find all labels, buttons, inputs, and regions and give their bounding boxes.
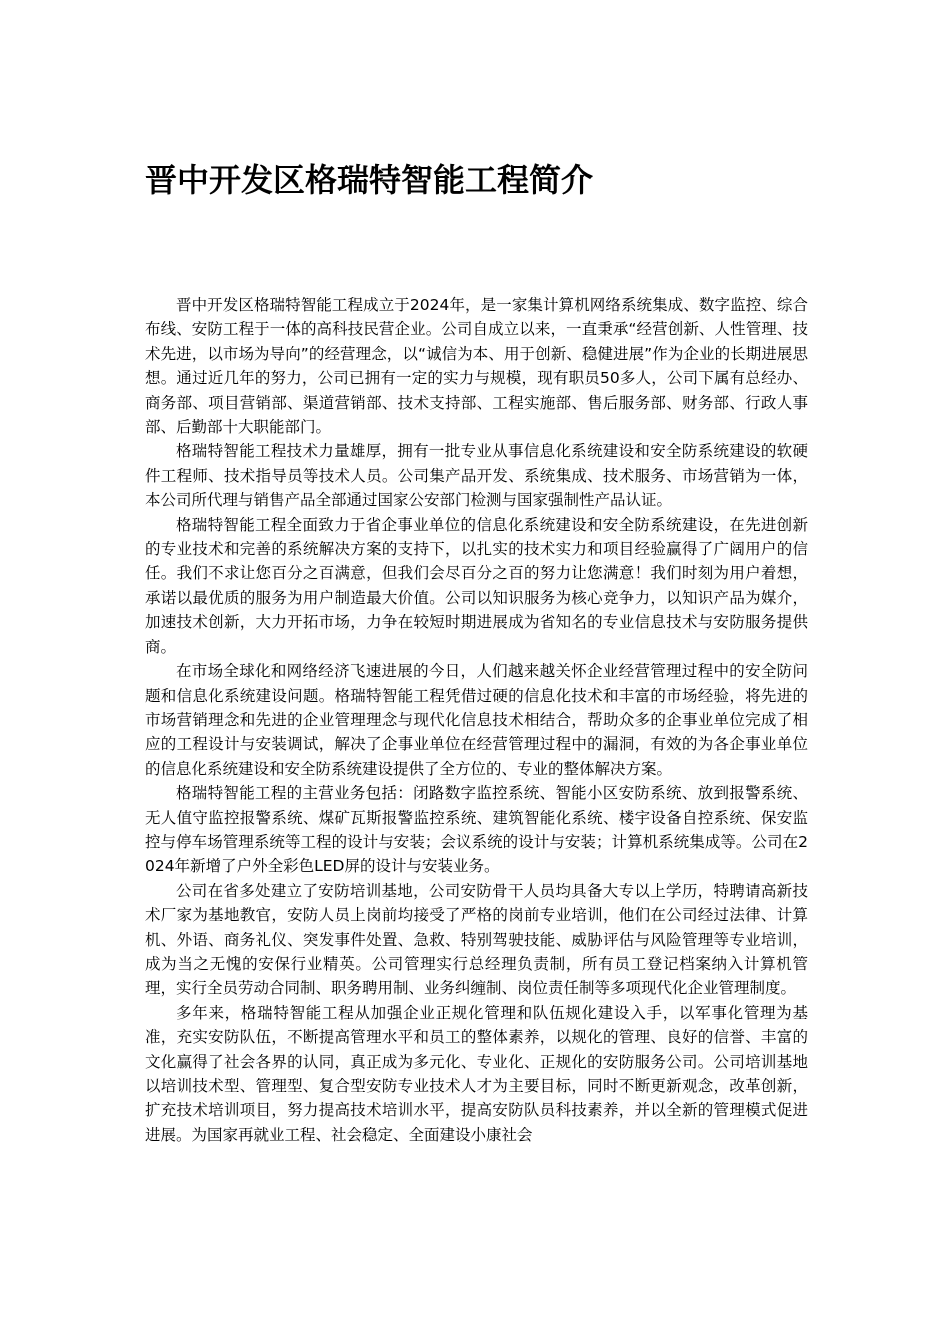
paragraph-intro: 晋中开发区格瑞特智能工程成立于2024年，是一家集计算机网络系统集成、数字监控、综合布线、安防工程于一体的高科技民营企业。公司自成立以来，一直秉承“经营创新、人性管理、技术先进，以市场为导向”的经营理念，以“诚信为本、用于创新、稳健进展”作为企业的长期进展思想。通过近几年的努力，公司已拥有一定的实力与规模，现有职员50多人，公司下属有总经办、商务部、项目营销部、渠道营销部、技术支持部、工程实施部、售后服务部、财务部、行政人事部、后勤部十大职能部门。	[145, 296, 808, 437]
paragraph-commitment: 格瑞特智能工程全面致力于省企事业单位的信息化系统建设和安全防系统建设，在先进创新的专业技术和完善的系统解决方案的支持下，以扎实的技术实力和项目经验赢得了广阔用户的信任。我们不求让您百分之百满意，但我们会尽百分之百的努力让您满意！我们时刻为用户着想，承诺以最优质的服务为用户制造最大价值。公司以知识服务为核心竞争力，以知识产品为媒介，加速技术创新，大力开拓市场，力争在较短时期进展成为省知名的专业信息技术与安防服务提供商。	[145, 515, 808, 656]
paragraph-training: 公司在省多处建立了安防培训基地，公司安防骨干人员均具备大专以上学历，特聘请高新技术厂家为基地教官，安防人员上岗前均接受了严格的岗前专业培训，他们在公司经过法律、计算机、外语、商务礼仪、突发事件处置、急救、特别驾驶技能、威胁评估与风险管理等专业培训，成为当之无愧的安保行业精英。公司管理实行总经理负责制，所有员工登记档案纳入计算机管理，实行全员劳动合同制、职务聘用制、业务纠缠制、岗位责任制等多项现代化企业管理制度。	[145, 881, 808, 998]
paragraph-market: 在市场全球化和网络经济飞速进展的今日，人们越来越关怀企业经营管理过程中的安全防问题和信息化系统建设问题。格瑞特智能工程凭借过硬的信息化技术和丰富的市场经验，将先进的市场营销理念和先进的企业管理理念与现代化信息技术相结合，帮助众多的企事业单位完成了相应的工程设计与安装调试，解决了企事业单位在经营管理过程中的漏洞，有效的为各企事业单位的信息化系统建设和安全防系统建设提供了全方位的、专业的整体解决方案。	[145, 662, 808, 778]
document-title: 晋中开发区格瑞特智能工程简介	[145, 161, 594, 199]
paragraph-management: 多年来，格瑞特智能工程从加强企业正规化管理和队伍规化建设入手，以军事化管理为基准，充实安防队伍，不断提高管理水平和员工的整体素养，以规化的管理、良好的信誉、丰富的文化赢得了社会各界的认同，真正成为多元化、专业化、正规化的安防服务公司。公司培训基地以培训技术型、管理型、复合型安防专业技术人才为主要目标，同时不断更新观念，改革创新，扩充技术培训项目，努力提高技术培训水平，提高安防队员科技素养，并以全新的管理模式促进进展。为国家再就业工程、社会稳定、全面建设小康社会	[145, 1003, 808, 1144]
document-body	[145, 293, 808, 1147]
paragraph-technical-strength: 格瑞特智能工程技术力量雄厚，拥有一批专业从事信息化系统建设和安全防系统建设的软硬件工程师、技术指导员等技术人员。公司集产品开发、系统集成、技术服务、市场营销为一体，本公司所代理与销售产品全部通过国家公安部门检测与国家强制性产品认证。	[145, 442, 808, 510]
paragraph-main-business: 格瑞特智能工程的主营业务包括：闭路数字监控系统、智能小区安防系统、放到报警系统、无人值守监控报警系统、煤矿瓦斯报警监控系统、建筑智能化系统、楼宇设备自控系统、保安监控与停车场管理系统等工程的设计与安装；会议系统的设计与安装；计算机系统集成等。公司在2024年新增了户外全彩色LED屏的设计与安装业务。	[145, 784, 808, 876]
